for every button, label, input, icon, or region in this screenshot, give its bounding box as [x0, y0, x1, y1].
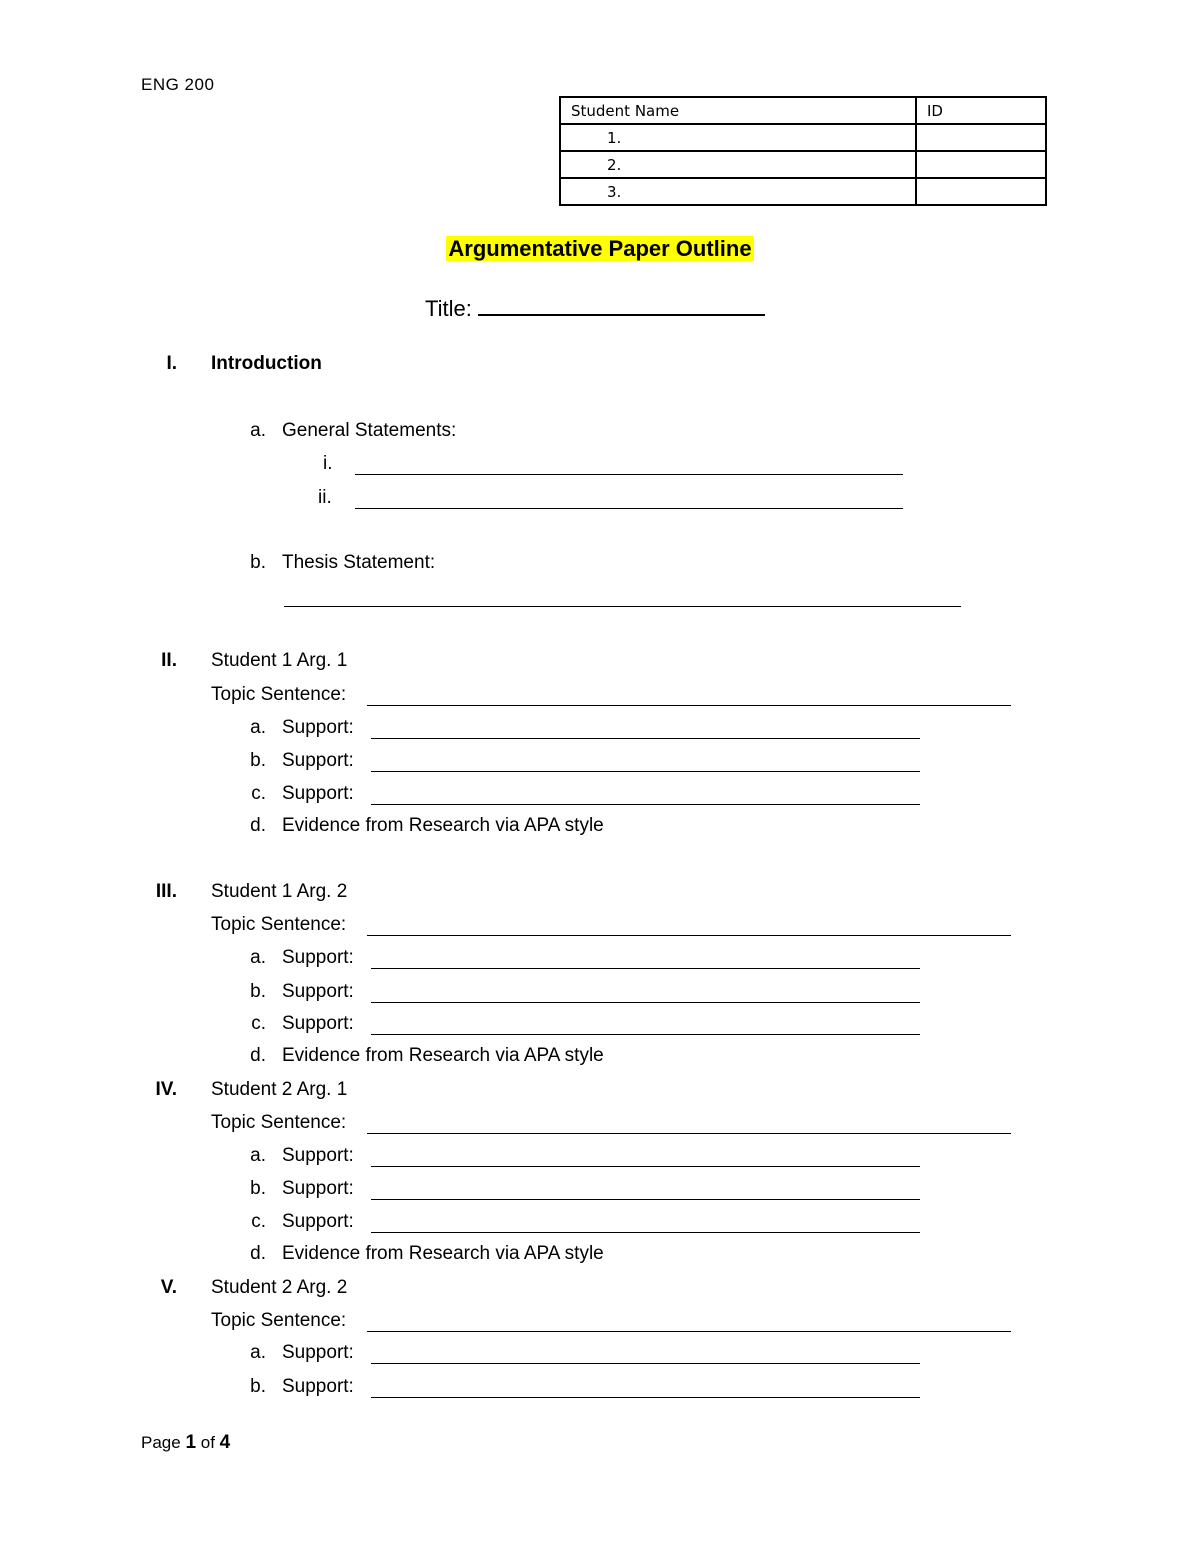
section-heading: Student 1 Arg. 1 [211, 650, 348, 671]
topic-sentence-label: Topic Sentence: [211, 684, 347, 705]
support-blank[interactable] [371, 771, 920, 772]
support-label: Support: [282, 1145, 354, 1166]
sub-numeral: ii. [318, 487, 332, 508]
section-heading: Student 2 Arg. 2 [211, 1277, 348, 1298]
thesis-statement-blank[interactable] [284, 606, 961, 607]
support-blank[interactable] [371, 1166, 920, 1167]
item-letter: a. [250, 1145, 266, 1166]
of-word: of [200, 1433, 215, 1452]
support-label: Support: [282, 750, 354, 771]
student-number[interactable]: 3. [560, 178, 916, 205]
item-letter: c. [251, 783, 266, 804]
general-statements-label: General Statements: [282, 420, 457, 441]
general-statement-blank[interactable] [355, 508, 903, 509]
thesis-statement-label: Thesis Statement: [282, 552, 436, 573]
section-numeral: III. [155, 881, 177, 902]
student-id-cell[interactable] [916, 151, 1046, 178]
support-label: Support: [282, 1376, 354, 1397]
topic-sentence-label: Topic Sentence: [211, 1310, 347, 1331]
id-header: ID [916, 97, 1046, 124]
student-name-header: Student Name [560, 97, 916, 124]
sub-numeral: i. [323, 453, 333, 474]
item-letter: a. [250, 947, 266, 968]
item-letter: c. [251, 1211, 266, 1232]
item-letter: b. [250, 750, 266, 771]
page-word: Page [141, 1433, 181, 1452]
item-letter: c. [251, 1013, 266, 1034]
table-row [560, 124, 1046, 151]
table-header-row [560, 97, 1046, 124]
section-numeral: II. [161, 650, 177, 671]
support-blank[interactable] [371, 1199, 920, 1200]
support-label: Support: [282, 947, 354, 968]
item-letter: b. [250, 1376, 266, 1397]
topic-sentence-label: Topic Sentence: [211, 914, 347, 935]
topic-sentence-blank[interactable] [367, 1133, 1011, 1134]
page-total: 4 [219, 1432, 231, 1453]
support-blank[interactable] [371, 1363, 920, 1364]
student-table [559, 96, 1047, 206]
title-field [425, 296, 765, 322]
general-statement-blank[interactable] [355, 474, 903, 475]
support-label: Support: [282, 1013, 354, 1034]
topic-sentence-blank[interactable] [367, 935, 1011, 936]
document-title-text: Argumentative Paper Outline [448, 236, 752, 261]
support-label: Support: [282, 981, 354, 1002]
support-label: Support: [282, 783, 354, 804]
section-heading: Student 2 Arg. 1 [211, 1079, 348, 1100]
item-letter: d. [250, 1045, 266, 1066]
item-letter: a. [250, 420, 266, 441]
title-blank-line[interactable] [478, 296, 765, 316]
section-numeral: V. [160, 1277, 177, 1298]
topic-sentence-label: Topic Sentence: [211, 1112, 347, 1133]
student-number[interactable]: 1. [560, 124, 916, 151]
topic-sentence-blank[interactable] [367, 705, 1011, 706]
support-label: Support: [282, 1342, 354, 1363]
page-number: 1 [185, 1432, 197, 1453]
item-letter: d. [250, 815, 266, 836]
table-row [560, 178, 1046, 205]
support-blank[interactable] [371, 738, 920, 739]
evidence-label: Evidence from Research via APA style [282, 1243, 604, 1264]
support-label: Support: [282, 717, 354, 738]
item-letter: a. [250, 1342, 266, 1363]
item-letter: b. [250, 981, 266, 1002]
section-heading-introduction: Introduction [211, 353, 322, 374]
item-letter: a. [250, 717, 266, 738]
item-letter: d. [250, 1243, 266, 1264]
support-blank[interactable] [371, 804, 920, 805]
table-row [560, 151, 1046, 178]
student-number[interactable]: 2. [560, 151, 916, 178]
student-id-cell[interactable] [916, 178, 1046, 205]
evidence-label: Evidence from Research via APA style [282, 815, 604, 836]
section-heading: Student 1 Arg. 2 [211, 881, 348, 902]
evidence-label: Evidence from Research via APA style [282, 1045, 604, 1066]
item-letter: b. [250, 552, 266, 573]
support-blank[interactable] [371, 1397, 920, 1398]
support-blank[interactable] [371, 1232, 920, 1233]
item-letter: b. [250, 1178, 266, 1199]
support-label: Support: [282, 1178, 354, 1199]
support-blank[interactable] [371, 968, 920, 969]
course-code: ENG 200 [141, 75, 215, 94]
section-numeral: I. [166, 353, 177, 374]
document-title [0, 236, 1200, 262]
topic-sentence-blank[interactable] [367, 1331, 1011, 1332]
support-blank[interactable] [371, 1002, 920, 1003]
support-blank[interactable] [371, 1034, 920, 1035]
title-label: Title: [425, 296, 472, 321]
support-label: Support: [282, 1211, 354, 1232]
section-numeral: IV. [155, 1079, 177, 1100]
page-indicator [141, 1432, 230, 1454]
student-id-cell[interactable] [916, 124, 1046, 151]
